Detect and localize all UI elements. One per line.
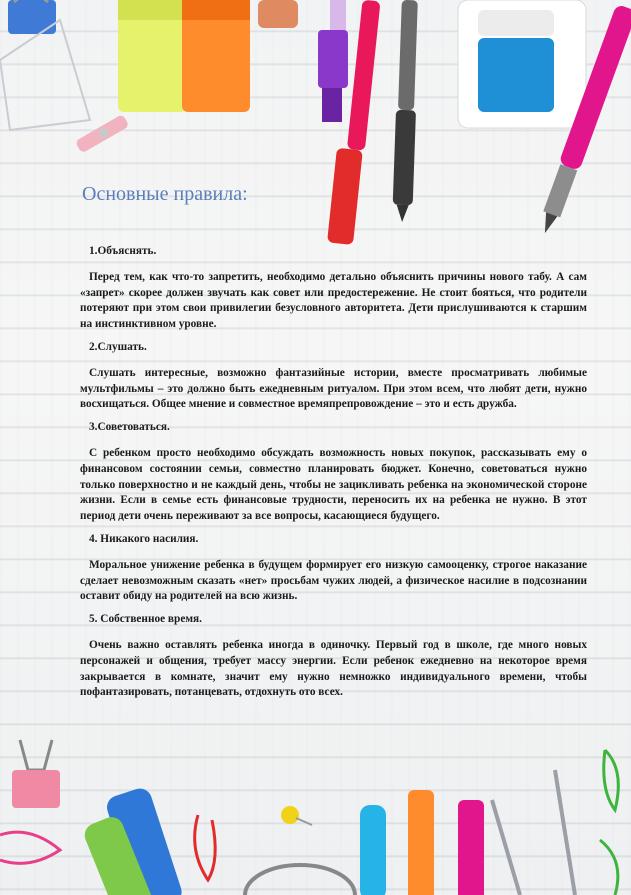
paperclip-green-icon	[604, 750, 619, 810]
binder-clip-icon	[8, 0, 56, 34]
section-heading: 2.Слушать.	[89, 340, 147, 353]
section-heading: 5. Собственное время.	[89, 613, 202, 626]
rules-list	[80, 244, 587, 708]
pushpin-icon	[281, 806, 312, 825]
magnifier-icon	[245, 865, 355, 895]
section-text: Очень важно оставлять ребенка иногда в одиночку. Первый год в школе, где много новых персонажей и общения, требует массу энергии. Если ребенок ежедневно на некоторое время закрывается в комнате, значит ему нужно немножко индивидуального времени, чтобы пофантазировать, потанцевать, отдохнуть ото всех.	[80, 638, 587, 699]
section-text: Перед тем, как что-то запретить, необходимо детально объяснить причины нового табу. А сам «запрет» скорее должен звучать как совет или предостережение. Не стоит бояться, что родители потеряют при этом свои привилегии безусловного авторитета. Дети прислушиваются к старшим на инстинктивном уровне.	[80, 270, 587, 331]
section-heading: 1.Объяснять.	[89, 245, 157, 257]
page-title: Основные правила:	[82, 183, 248, 205]
binder-clip-bottom-icon	[12, 740, 60, 808]
orange-pencil-icon	[408, 790, 434, 895]
paperclip-red-icon	[195, 815, 216, 880]
section-text: Моральное унижение ребенка в будущем формирует его низкую самооценку, строгое наказание сделает невозможным сказать «нет» просьбам чужих людей, а физическое насилие в подсознании оставит обиду на родителей на всю жизнь.	[80, 558, 587, 603]
eraser-icon	[258, 0, 298, 28]
section-heading: 4. Никакого насилия.	[89, 532, 199, 545]
ruler-icon	[0, 20, 90, 130]
section-heading: 3.Советоваться.	[89, 421, 170, 434]
section-text: С ребенком просто необходимо обсуждать возможность новых покупок, рассказывать ему о финансовом состоянии семьи, совместно планировать бюджет. Конечно, советоваться нужно только поверхностно и не каждый день, чтобы не зацикливать ребенка на экономической стороне жизни. Если в семье есть финансовые трудности, переносить их на ребенка не нужно. В этот период дети очень переживают за все вопросы, касающиеся будущего.	[80, 446, 587, 523]
cyan-marker-icon	[360, 805, 386, 895]
magenta-marker-icon	[458, 800, 484, 895]
orange-highlighter-icon	[182, 0, 250, 112]
compass-icon	[492, 770, 575, 895]
paperclip-green-2-icon	[600, 840, 618, 895]
gray-pen-icon	[392, 0, 420, 222]
paint-palette-icon	[458, 0, 586, 128]
section-text: Слушать интересные, возможно фантазийные истории, вместе просматривать любимые мультфильмы – это должно быть ежедневным ритуалом. При этом всем, что любят дети, нужно восхищаться. Общее мнение и совместное времяпрепровождение – это и есть дружба.	[80, 366, 587, 411]
paperclip-icon	[0, 832, 60, 863]
yellow-highlighter-icon	[118, 0, 186, 112]
purple-marker-icon	[318, 0, 348, 122]
